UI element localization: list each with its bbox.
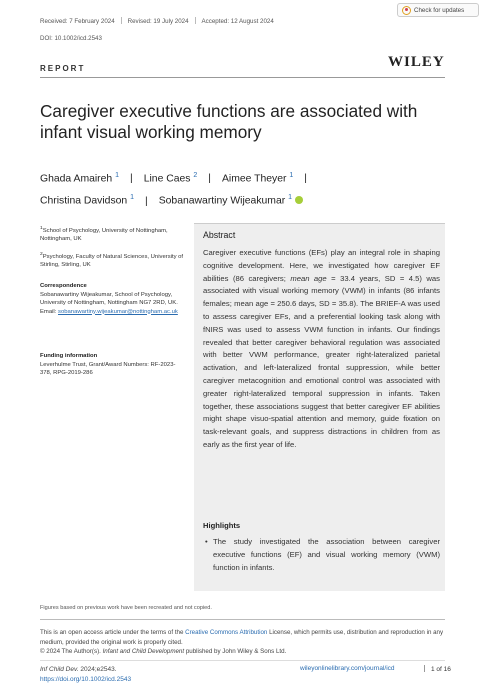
page-number: 1 of 16 xyxy=(424,665,451,673)
author-list: Ghada Amaireh $^1$ | Line Caes $^2$ | Aimee Theyer $^1$ | Christina Davidson $^1$ | Sobanawartiny Wijeakumar $^1$ xyxy=(40,172,307,207)
accepted-date: Accepted: 12 August 2024 xyxy=(201,18,274,25)
author-name[interactable]: Christina Davidson xyxy=(40,195,128,207)
funding xyxy=(40,352,185,378)
crossmark-icon xyxy=(402,6,411,15)
author-name[interactable]: Aimee Theyer xyxy=(222,173,287,185)
figure-note: Figures based on previous work have been recreated and not copied. xyxy=(40,605,212,611)
received-date: Received: 7 February 2024 xyxy=(40,18,115,25)
funding-heading: Funding information xyxy=(40,353,98,359)
funding-text: Leverhulme Trust, Grant/Award Numbers: RF-2023-378, RPG-2019-286 xyxy=(40,361,176,376)
doi: DOI: 10.1002/icd.2543 xyxy=(40,35,102,42)
author-name[interactable]: Ghada Amaireh xyxy=(40,173,113,185)
correspondence-text: Sobanawartiny Wijeakumar, School of Psychology, University of Nottingham, Nottingham NG7 2RD, UK. xyxy=(40,291,178,306)
affiliation-2: $^2$Psychology, Faculty of Natural Sciences, University of Stirling, Stirling, UK xyxy=(40,252,184,269)
author-name[interactable]: Sobanawartiny Wijeakumar xyxy=(158,195,286,207)
highlights-heading: Highlights xyxy=(203,521,241,530)
correspondence: Correspondence Sobanawartiny Wijeakumar, School of Psychology, University of Nottingham, Nottingham NG7 2RD, UK. Email: sobanawartiny.wijeakumar@nottingham.ac.uk xyxy=(40,283,178,315)
author-affiliation: 1 xyxy=(130,194,135,202)
section-label: REPORT xyxy=(40,64,86,73)
footer-citation: Inf Child Dev. 2024;e2543. https://doi.org/10.1002/icd.2543 xyxy=(40,666,132,683)
section-divider xyxy=(40,77,445,78)
author-affiliation: 1 xyxy=(289,172,294,179)
cc-license-link[interactable]: Creative Commons Attribution xyxy=(185,629,268,636)
abstract-text: Caregiver executive functions (EFs) play an integral role in shaping cognitive development. Here, we investigated how caregiver EF abilities (86 caregivers; mean age = 33.4 years, SD = 4.5) was associated with visual working memory (VWM) in infants (86 infants females; mean age = 250.6 days, SD = 35.8). The BRIEF-A was used to assess caregiver EFs, and a preferential looking task along with fNIRS was used to assess VWM function in infants. Our findings revealed that better caregiver behavioral regulation was associated with better VWM performance, greater right-lateralized parietal activation, and left-lateralized frontal suppression, while better caregiver metacognition and emotional control was associated with greater right-lateralized temporal suppression in infants. Taken together, these associations suggest that better caregiver EF abilities might shape visuo-spatial attention and memory, guide fixation on task-relevant goals, and suppress distractions in children from as early as the first year of life. xyxy=(203,248,440,449)
footer-divider xyxy=(40,660,445,661)
author-name[interactable]: Line Caes xyxy=(143,173,191,185)
license-divider xyxy=(40,619,445,620)
highlight-bullet: • xyxy=(205,537,208,546)
license-text: This is an open access article under the terms of the Creative Commons Attribution License, which permits use, distribution and reproduction in any medium, provided the original work is properly cited. © 2024 The Author(s). Infant and Child Development published by John Wiley & Sons Ltd. xyxy=(40,629,444,655)
author-affiliation: 1 xyxy=(115,172,119,179)
highlight-item: The study investigated the association between caregiver executive functions (EF) and visual working memory (VWM) function in infants. xyxy=(213,537,440,572)
publisher-logo: WILEY xyxy=(388,54,445,70)
check-for-updates-label: Check for updates xyxy=(414,6,465,14)
correspondence-heading: Correspondence xyxy=(40,283,87,289)
orcid-icon[interactable] xyxy=(295,196,303,204)
author-affiliation: 1 xyxy=(288,194,292,202)
check-for-updates-button[interactable] xyxy=(397,3,479,17)
revised-date: Revised: 19 July 2024 xyxy=(127,18,189,25)
affiliation-1: $^1$School of Psychology, University of Nottingham, Nottingham, UK xyxy=(40,226,168,243)
article-title: Caregiver executive functions are associated with infant visual working memory xyxy=(40,101,418,142)
article-dates xyxy=(40,17,274,25)
email-link[interactable]: sobanawartiny.wijeakumar@nottingham.ac.uk xyxy=(58,308,178,315)
journal-site-link[interactable]: wileyonlinelibrary.com/journal/icd xyxy=(300,665,395,672)
doi-link[interactable]: https://doi.org/10.1002/icd.2543 xyxy=(40,676,132,683)
abstract-heading: Abstract xyxy=(203,230,236,240)
author-affiliation: 2 xyxy=(193,172,198,179)
